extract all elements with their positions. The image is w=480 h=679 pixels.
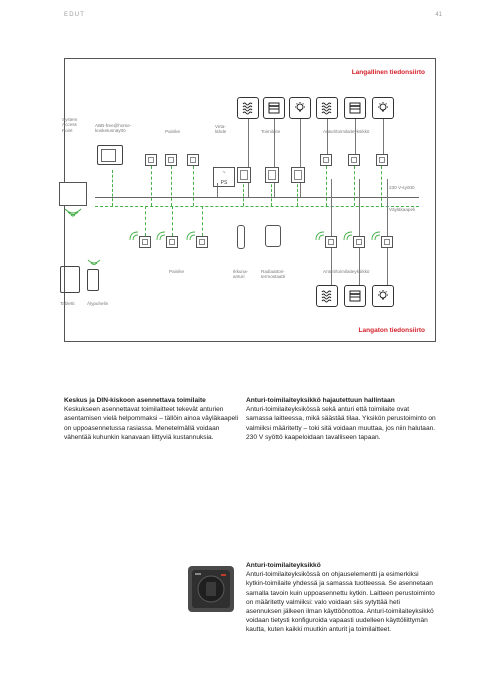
sensor-actuator-photo — [186, 564, 236, 614]
sensor-actuator-unit — [348, 154, 360, 166]
connector — [387, 197, 388, 236]
wireless-signal-icon — [315, 231, 325, 241]
section-body: Keskukseen asennettavat toimilaitteet tekevät anturien asentamisen vielä helpommaksi – tällöin ainoa väyläkaapeli on uppoasennetussa rasiassa. Menetelmällä voidaan vähentää kuhunkin kanavaan liittyviä kustannuksia. — [64, 406, 239, 441]
blind-icon — [316, 285, 338, 307]
push-button — [187, 154, 199, 166]
label-tablet: Tabletti — [60, 301, 75, 306]
section-heading: Keskus ja DIN-kiskoon asennettava toimilaite — [64, 397, 206, 404]
tablet-device — [60, 266, 80, 293]
data-bus-line — [95, 206, 419, 207]
header-brand: EDUT — [64, 12, 86, 18]
wireless-title: Langaton tiedonsiirto — [358, 327, 425, 334]
label-sensor-actuator-bottom: Anturi/toimilaiteyksikkö — [323, 269, 370, 274]
connector — [331, 248, 332, 288]
label-bus-line: Väyläkaapeli — [389, 207, 416, 212]
connector — [171, 166, 172, 206]
section-body: Anturi-toimilaiteyksikössä sekä anturi että toimilaite ovat samassa laitteessa, mikä säästää tilaa. Yksikön perustoiminto on valmiiksi määritetty – toki sitä voidaan muuttaa, jos niin halutaan. 230 V syöttö kaapeloidaan tavalliseen tapaan. — [246, 406, 436, 441]
label-smartphone: Älypuhelin — [87, 301, 109, 306]
din-actuator — [265, 167, 279, 183]
smartphone-device — [87, 269, 99, 291]
light-bulb-icon — [372, 97, 394, 119]
connector — [300, 117, 301, 197]
wireless-signal-icon — [186, 231, 196, 241]
connector — [331, 197, 332, 236]
label-system-access-point: System Access Point — [62, 117, 78, 133]
connector — [359, 248, 360, 288]
label-actuators-top: Toimilaite — [261, 129, 281, 134]
blind-icon — [237, 97, 259, 119]
section-heading: Anturi-toimilaiteyksikkö hajautettuun hallintaan — [246, 397, 395, 404]
connector — [327, 117, 328, 155]
sensor-actuator-unit — [320, 154, 332, 166]
wired-title: Langallinen tiedonsiirto — [351, 69, 425, 76]
label-push-button-top: Painike — [165, 129, 181, 134]
connector — [355, 117, 356, 155]
connector — [326, 166, 327, 206]
section-central-din — [64, 396, 244, 442]
connector — [354, 166, 355, 206]
connector — [202, 206, 203, 236]
wireless-signal-icon — [343, 231, 353, 241]
light-bulb-icon — [372, 285, 394, 307]
connector — [172, 206, 173, 236]
label-sensor-actuator-top: Anturi/toimilaiteyksikkö — [323, 129, 370, 134]
connector — [331, 179, 332, 197]
blind-icon — [316, 97, 338, 119]
wifi-signal-icon — [62, 207, 84, 219]
wireless-push-button — [196, 236, 208, 248]
sensor-actuator-unit — [353, 236, 365, 248]
page-number: 41 — [435, 12, 442, 18]
label-radiator-thermostat: Radiaattori- termostaatti — [261, 269, 285, 280]
connector — [145, 206, 146, 236]
connector — [387, 179, 388, 197]
230v-bus-line — [95, 197, 419, 198]
section-distributed-control — [246, 396, 436, 442]
section-sensor-actuator-unit — [246, 561, 436, 635]
label-power-supply: Virta- lähde — [215, 124, 227, 135]
wireless-signal-icon — [129, 231, 139, 241]
label-230v-bus: 230 V-syöttö — [389, 185, 415, 190]
power-supply-device: ~ PS — [213, 167, 235, 187]
section-body: Anturi-toimilaiteyksikössä on ohjauselementti ja esimerkiksi kytkin-toimilaite yhdessä ja samassa tuotteessa. Se asennetaan samalla tavoin kuin uppoasennettu kytkin. Laitteen perustoiminto on määritetty valmiiksi: valo voidaan siis sytyttää heti asennuksen jälkeen ilman käyttöönottoa. Anturi-toimilaiteyksikkö voidaan tietysti konfiguroida vapaasti uudelleen käyttöliittymän kautta, kuten kaikki muutkin anturit ja toimilaitteet. — [246, 571, 435, 634]
wifi-signal-icon — [87, 259, 101, 268]
shutter-icon — [344, 97, 366, 119]
sensor-actuator-unit — [325, 236, 337, 248]
window-sensor-device — [237, 225, 245, 249]
din-actuator — [291, 167, 305, 183]
din-actuator — [237, 167, 251, 183]
push-button — [165, 154, 177, 166]
section-heading: Anturi-toimilaiteyksikkö — [246, 562, 321, 569]
light-bulb-icon — [289, 97, 311, 119]
connector — [112, 170, 113, 206]
touch-panel-device — [97, 145, 123, 165]
system-access-point-device — [59, 182, 87, 206]
connector — [359, 179, 360, 197]
connector — [248, 117, 249, 197]
sensor-actuator-unit — [376, 154, 388, 166]
connector — [193, 166, 194, 206]
connector — [274, 117, 275, 197]
connector — [151, 166, 152, 206]
shutter-icon — [344, 285, 366, 307]
radiator-thermostat-device — [265, 225, 281, 247]
connector — [383, 117, 384, 155]
wireless-signal-icon — [156, 231, 166, 241]
wireless-push-button — [139, 236, 151, 248]
push-button — [145, 154, 157, 166]
connector — [387, 248, 388, 288]
label-push-button-bottom: Painike — [169, 269, 185, 274]
label-window-sensor: Ikkuna- anturi — [233, 269, 249, 280]
label-abb-free-home: ABB-free@home- kosketusnäyttö — [95, 123, 132, 134]
connector — [359, 197, 360, 236]
shutter-icon — [263, 97, 285, 119]
system-diagram — [60, 58, 436, 342]
wireless-signal-icon — [371, 231, 381, 241]
wireless-push-button — [166, 236, 178, 248]
connector — [381, 166, 382, 206]
sensor-actuator-unit — [381, 236, 393, 248]
